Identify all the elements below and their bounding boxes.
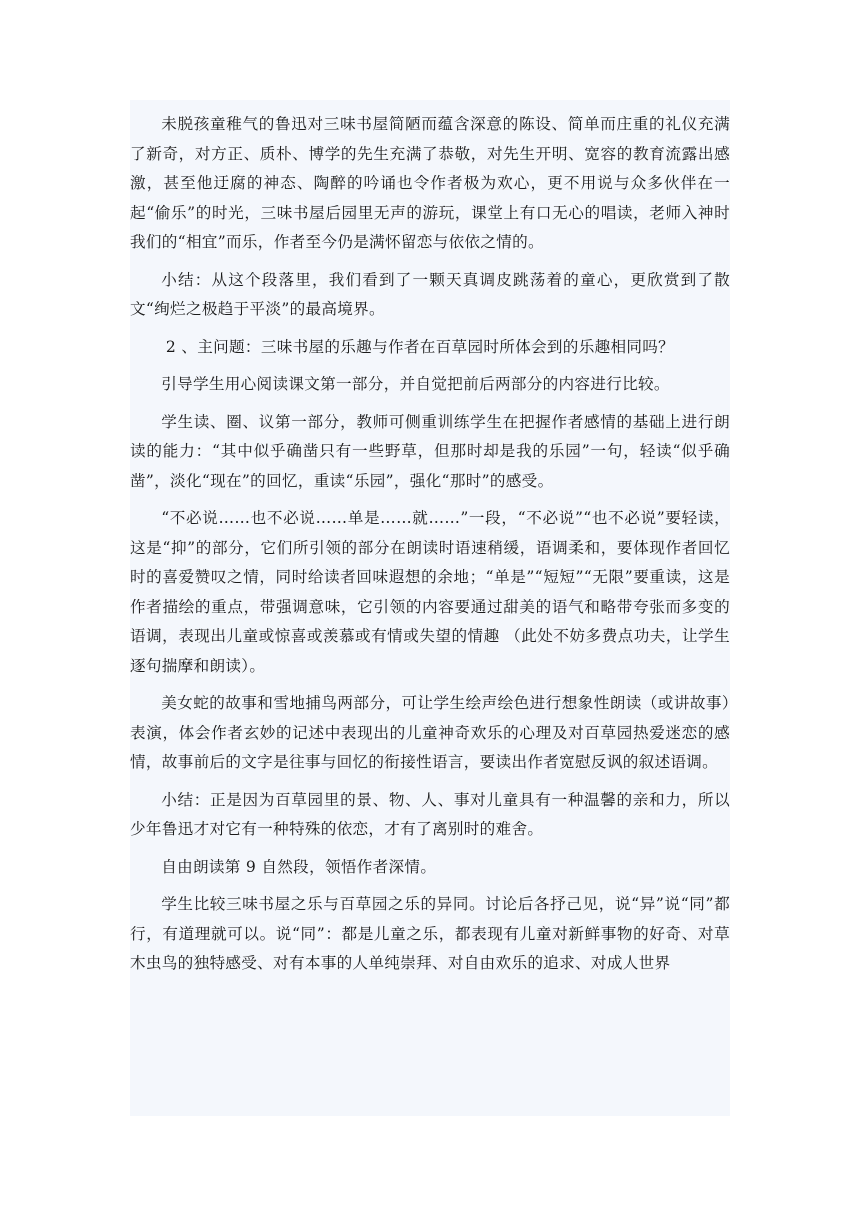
paragraph-summary-1: 小结：从这个段落里，我们看到了一颗天真调皮跳荡着的童心，更欣赏到了散文“绚烂之极趋于平淡”的最高境界。	[130, 270, 730, 318]
paragraph-story-reading: 美女蛇的故事和雪地捕鸟两部分，可让学生绘声绘色进行想象性朗读（或讲故事）表演，体会作者玄妙的记述中表现出的儿童神奇欢乐的心理及对百草园热爱迷恋的感情，故事前后的文字是往事与回忆的衔接性语言，要读出作者宽慰反讽的叙述语调。	[130, 694, 730, 771]
paragraph-bubi-shuo: “不必说……也不必说……单是……就……”一段，“不必说”“也不必说”要轻读，这是“抑”的部分，它们所引领的部分在朗读时语速稍缓，语调柔和，要体现作者回忆时的喜爱赞叹之情，同时给读者回味遐想的余地；“单是”“短短”“无限”要重读，这是作者描绘的重点，带强调意味，它引领的内容要通过甜美的语气和略带夸张而多变的语调，表现出儿童或惊喜或羡慕或有情或失望的情趣 （此处不妨多费点功夫，让学生逐句揣摩和朗读）。	[130, 509, 730, 675]
paragraph-guide-reading: 引导学生用心阅读课文第一部分，并自觉把前后两部分的内容进行比较。	[161, 375, 670, 393]
paragraph-reading-practice: 学生读、圈、议第一部分，教师可侧重训练学生在把握作者感情的基础上进行朗读的能力：“其中似乎确凿只有一些野草，但那时却是我的乐园”一句，轻读“似乎确凿”，淡化“现在”的回忆，重读“乐园”，强化“那时”的感受。	[130, 412, 730, 490]
document-page	[130, 100, 730, 1116]
paragraph-summary-2: 小结：正是因为百草园里的景、物、人、事对儿童具有一种温馨的亲和力，所以少年鲁迅才对它有一种特殊的依恋，才有了离别时的难舍。	[130, 790, 730, 838]
paragraph-sanwei-description: 未脱孩童稚气的鲁迅对三味书屋简陋而蕴含深意的陈设、简单而庄重的礼仪充满了新奇，对方正、质朴、博学的先生充满了恭敬，对先生开明、宽容的教育流露出感激，甚至他迂腐的神态、陶醉的吟诵也令作者极为欢心，更不用说与众多伙伴在一起“偷乐”的时光，三味书屋后园里无声的游玩，课堂上有口无心的唱读，老师入神时我们的“相宜”而乐，作者至今仍是满怀留恋与依依之情的。	[130, 115, 730, 251]
paragraph-comparison: 学生比较三味书屋之乐与百草园之乐的异同。讨论后各抒己见，说“异”说“同”都行，有道理就可以。说“同”：都是儿童之乐，都表现有儿童对新鲜事物的好奇、对草木虫鸟的独特感受、对有本事的人单纯崇拜、对自由欢乐的追求、对成人世界	[130, 895, 730, 972]
paragraph-free-reading: 自由朗读第 9 自然段，领悟作者深情。	[161, 857, 437, 876]
paragraph-main-question: 2 、主问题：三味书屋的乐趣与作者在百草园时所体会到的乐趣相同吗？	[165, 337, 675, 356]
